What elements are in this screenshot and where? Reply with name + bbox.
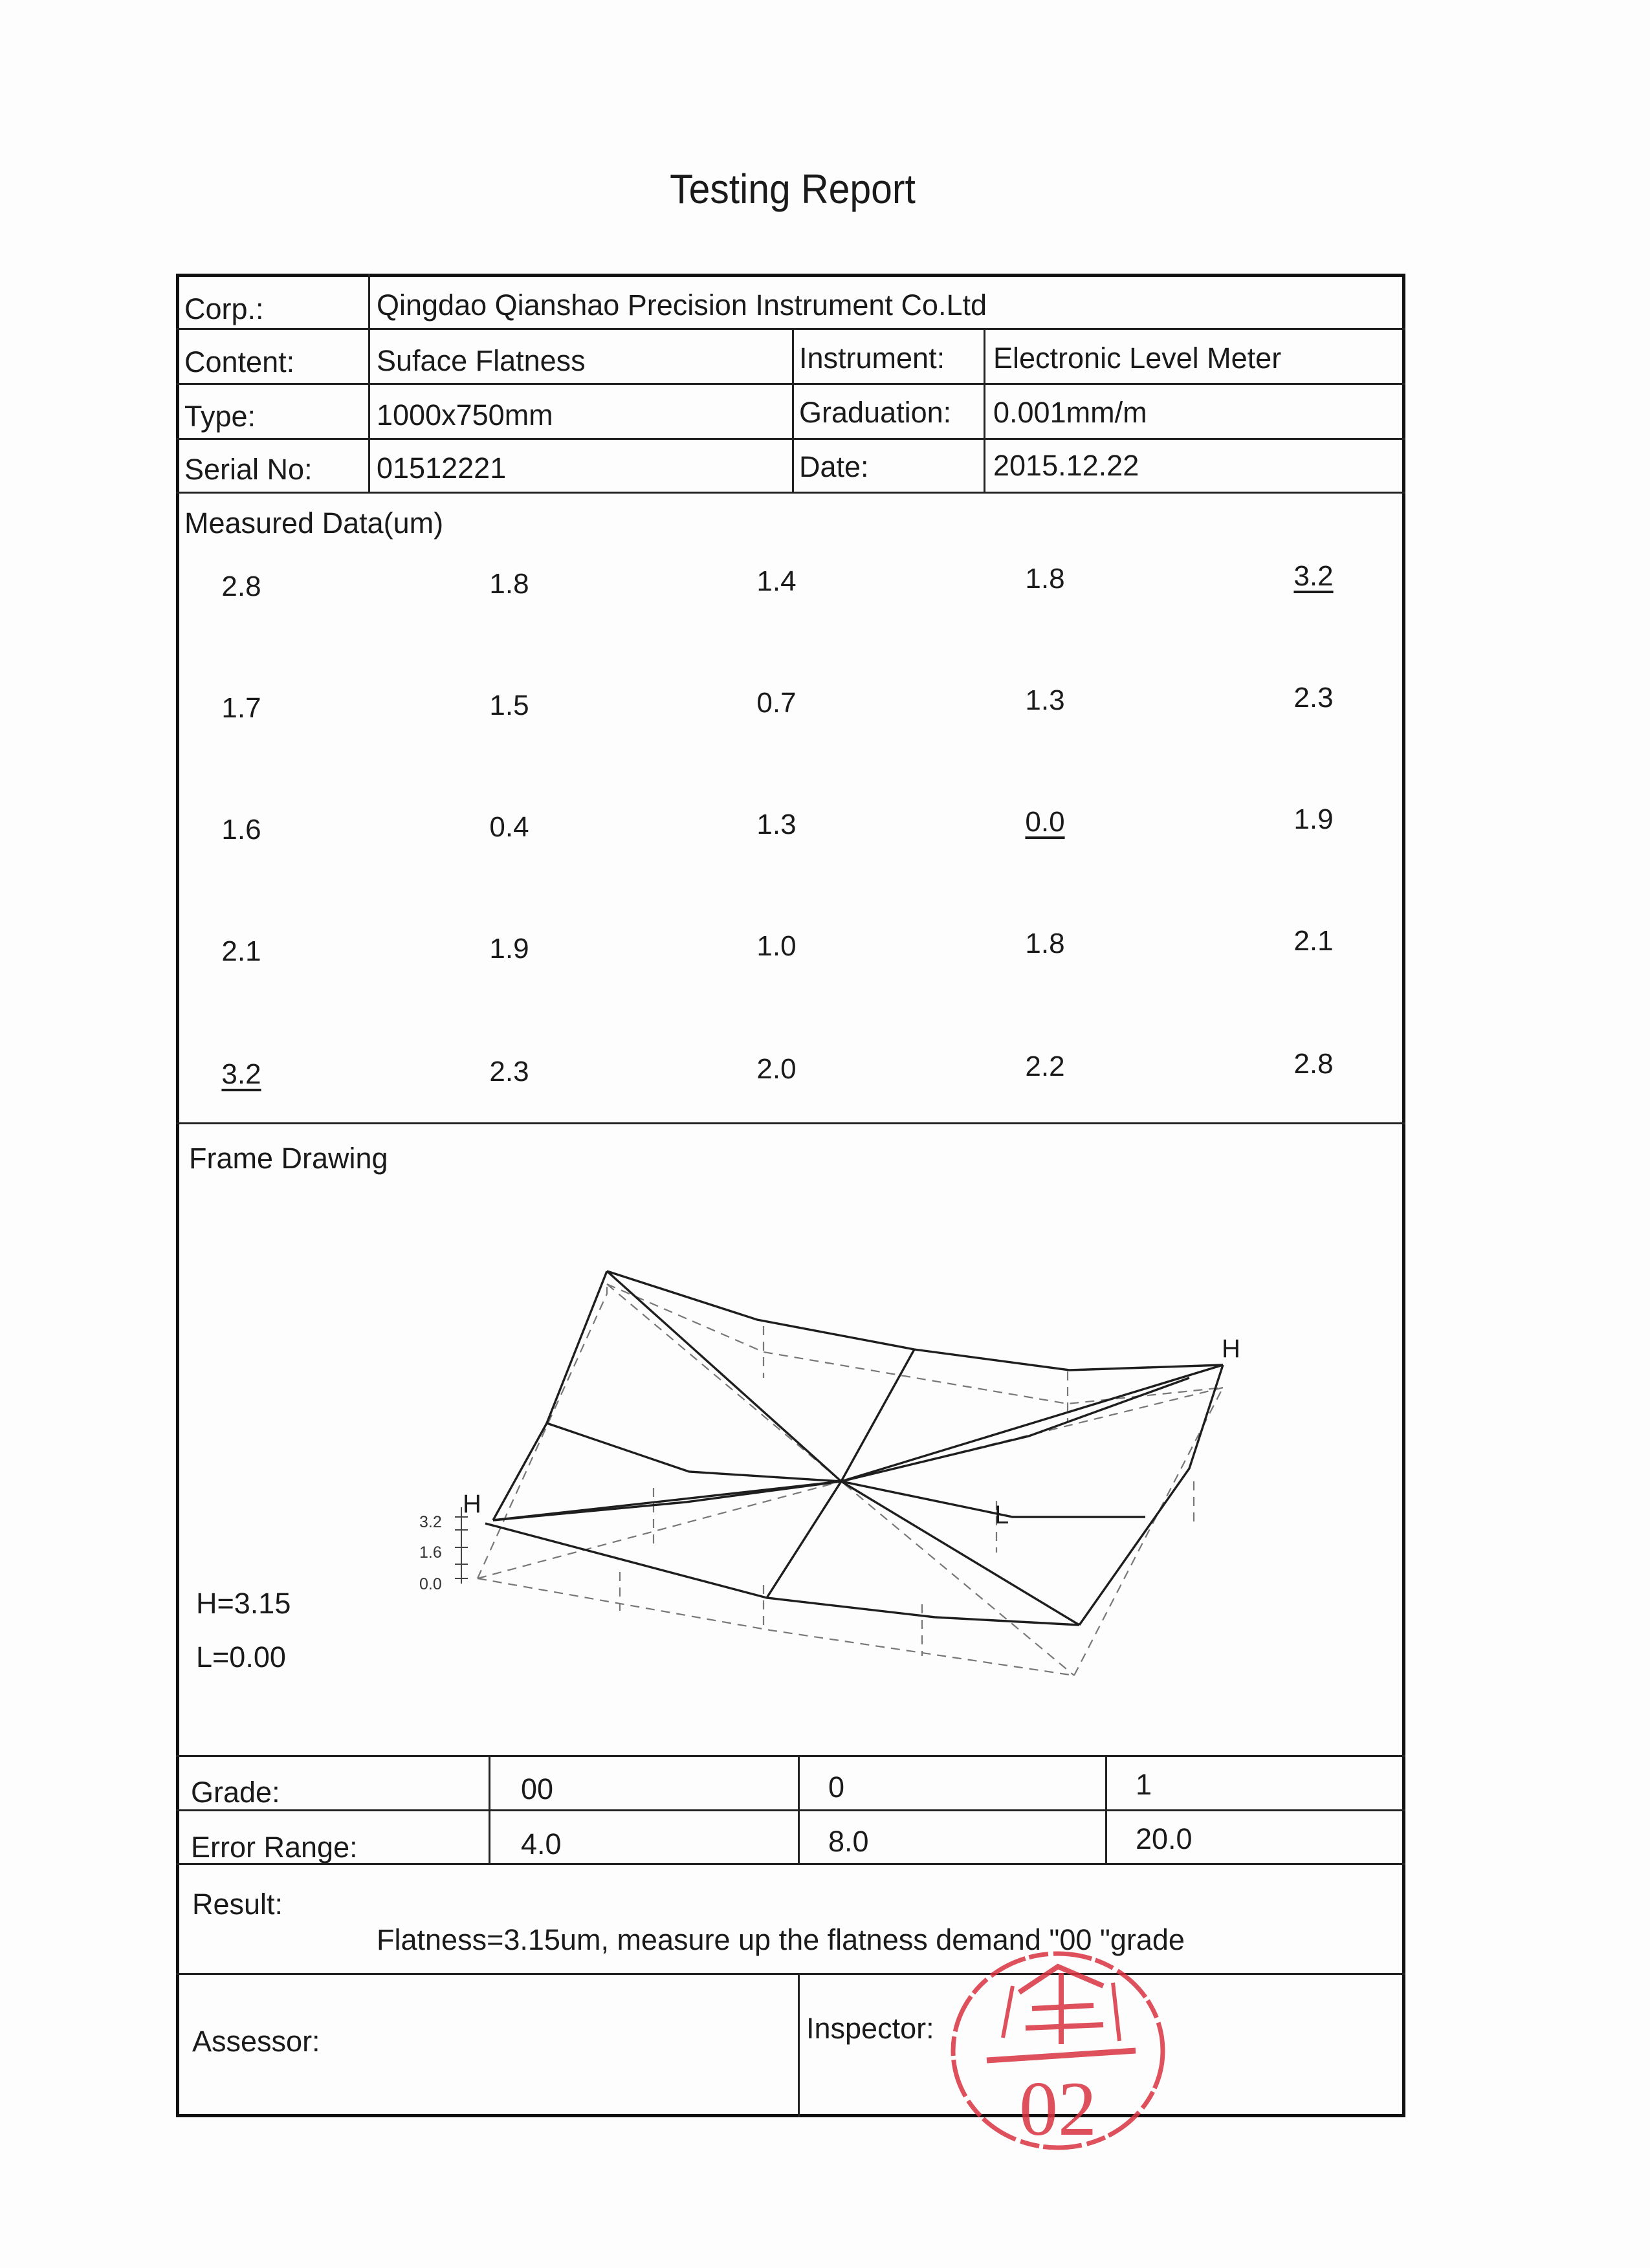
grade-top-border [176,1755,1405,1757]
stamp-number: 02 [1019,2066,1097,2152]
type-value: 1000x750mm [377,398,553,431]
height-scale [455,1507,468,1584]
corp-value: Qingdao Qianshao Precision Instrument Co.Ltd [377,289,987,322]
result-text: Flatness=3.15um, measure up the flatness demand "00 "grade [377,1923,1185,1956]
measured-value: 1.0 [756,930,797,962]
high-point-marker: H [1222,1335,1240,1363]
measured-value: 2.2 [1025,1051,1065,1082]
inspector-label: Inspector: [806,2012,934,2045]
measured-value: 0.0 [1025,806,1065,838]
graduation-label: Graduation: [799,396,952,429]
frame-drawing-label: Frame Drawing [189,1142,388,1175]
serial-label: Serial No: [184,453,313,486]
date-label: Date: [799,450,869,483]
corp-label: Corp.: [184,292,264,325]
measured-value: 3.2 [221,1058,261,1090]
measured-value: 1.4 [756,565,797,597]
measured-value: 2.1 [221,935,261,967]
measured-value: 1.9 [1293,803,1334,835]
error-range-label: Error Range: [191,1831,358,1864]
result-label: Result: [192,1888,283,1921]
col-divider [1105,1755,1107,1863]
error-range-value: 8.0 [828,1825,869,1858]
mesh-edge [1079,1365,1223,1625]
type-label: Type: [184,400,256,433]
content-value: Suface Flatness [377,344,586,377]
error-range-value: 4.0 [521,1827,562,1860]
low-point-marker: L [995,1501,1009,1529]
mesh-diagonal [547,1378,1189,1481]
measured-value: 1.5 [489,690,529,721]
measured-value: 1.8 [1025,563,1065,594]
measured-value: 1.3 [1025,684,1065,716]
measured-value: 3.2 [1293,560,1334,592]
measured-value: 1.6 [221,814,261,845]
instrument-label: Instrument: [799,342,945,375]
mesh-diagonal [767,1349,914,1598]
measured-value: 2.8 [221,571,261,602]
grade-bottom-border [176,1863,1405,1865]
measured-value: 0.7 [756,687,797,719]
measured-value: 1.7 [221,692,261,724]
reference-edge [478,1578,1074,1675]
measured-value: 1.8 [1025,928,1065,959]
measured-value: 2.0 [756,1053,797,1085]
low-value: L=0.00 [196,1641,286,1674]
measured-value: 1.9 [489,933,529,965]
measured-value: 2.3 [1293,682,1334,714]
error-range-value: 20.0 [1136,1822,1193,1855]
measured-value: 2.8 [1293,1048,1334,1080]
assessor-label: Assessor: [192,2025,320,2058]
high-value: H=3.15 [196,1587,291,1620]
measured-value: 0.4 [489,811,529,843]
result-divider [176,1973,1405,1975]
scale-tick-label: 1.6 [419,1543,442,1562]
grade-divider [176,1809,1405,1811]
inspection-stamp [941,1947,1171,2161]
graduation-value: 0.001mm/m [993,396,1147,429]
scale-tick-label: 0.0 [419,1575,442,1593]
serial-value: 01512221 [377,452,507,485]
col-divider [798,1973,800,2117]
content-label: Content: [184,345,295,378]
measured-value: 1.8 [489,568,529,600]
grade-label: Grade: [191,1776,280,1809]
measured-data-label: Measured Data(um) [184,507,444,540]
instrument-value: Electronic Level Meter [993,342,1282,375]
grade-value: 0 [828,1771,845,1804]
measured-value: 1.3 [756,809,797,840]
surface-mesh-lines [485,1271,1223,1625]
mesh-diagonal [607,1271,1079,1625]
measured-value: 2.1 [1293,925,1334,957]
date-value: 2015.12.22 [993,449,1139,482]
col-divider [798,1755,800,1863]
measured-value: 2.3 [489,1056,529,1087]
col-divider [489,1755,490,1863]
grade-value: 00 [521,1772,554,1805]
report-title: Testing Report [670,166,916,212]
mesh-edge [493,1271,607,1520]
high-point-marker: H [463,1490,481,1518]
grade-value: 1 [1136,1768,1152,1801]
scale-tick-label: 3.2 [419,1513,442,1531]
